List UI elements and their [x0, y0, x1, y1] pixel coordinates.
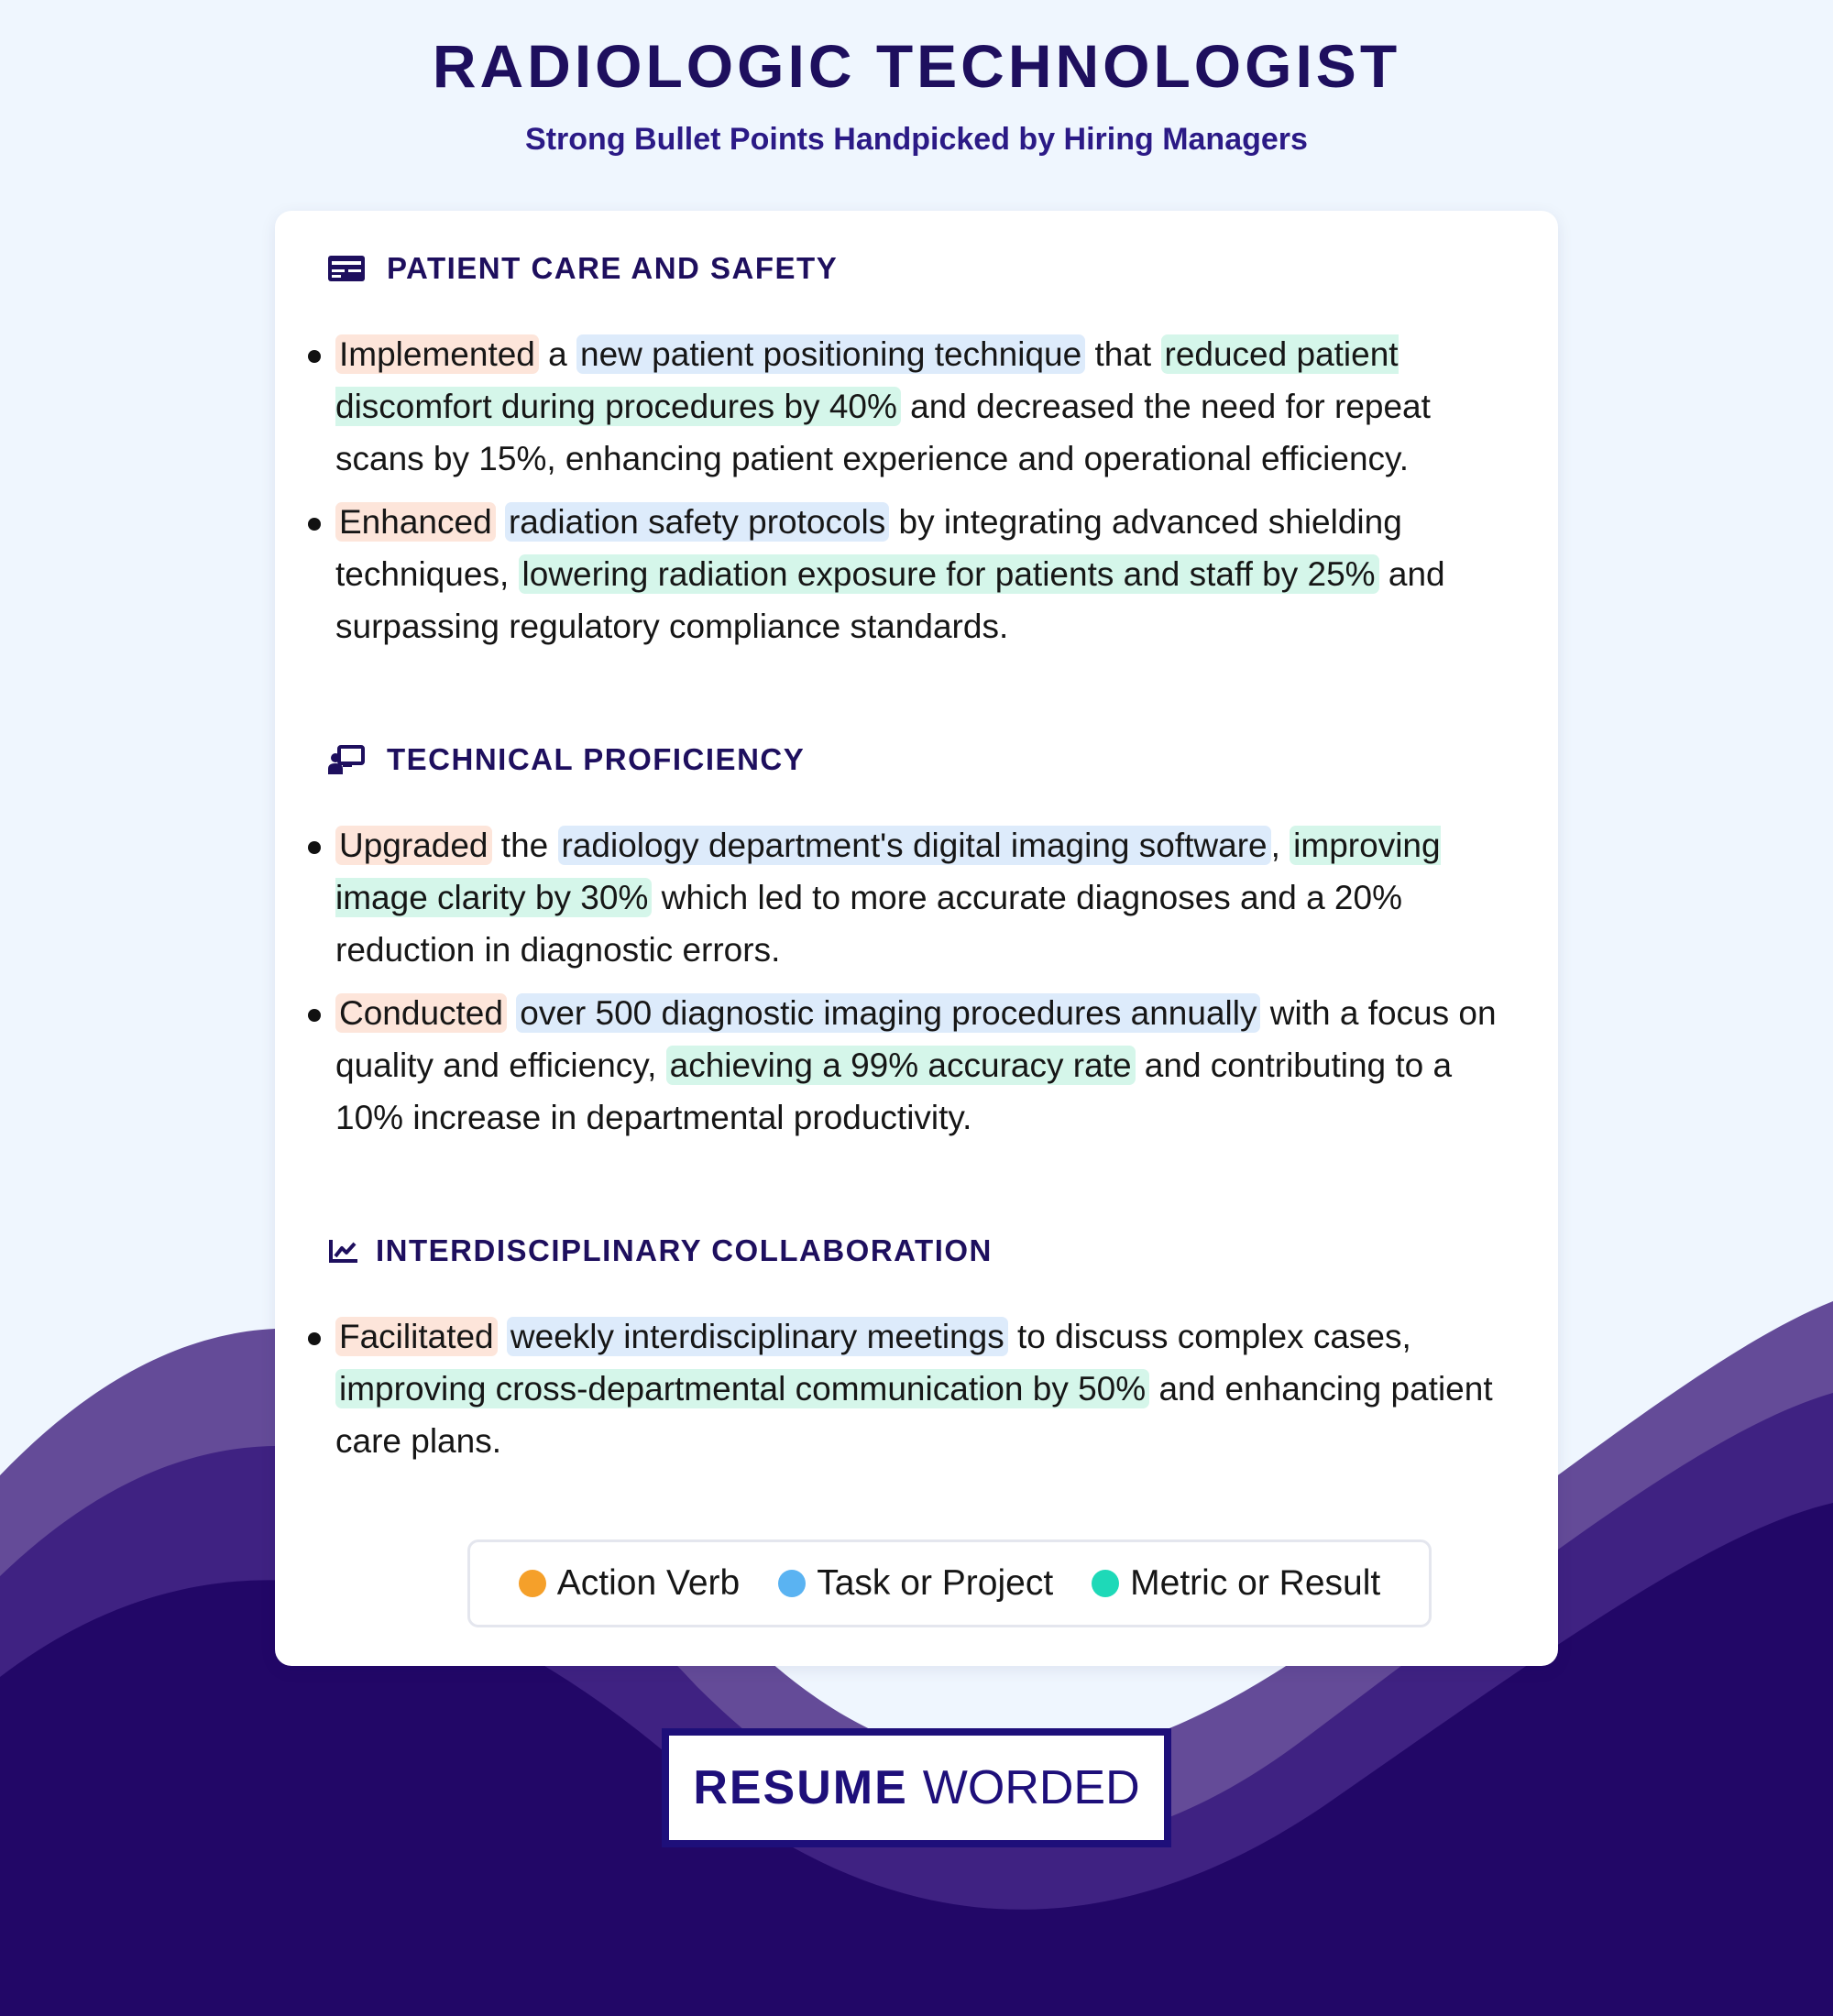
bullet-text: with a focus on quality and efficiency, — [335, 994, 1497, 1084]
bullet-item — [335, 1310, 1527, 1467]
bullet-text — [498, 1318, 507, 1355]
bullet-list — [335, 819, 1527, 1155]
logo-text-bold: RESUME — [693, 1761, 908, 1814]
metric-highlight: improving image clarity by 30% — [335, 827, 1441, 916]
legend-label: Metric or Result — [1130, 1563, 1381, 1603]
bullet-text: the — [491, 827, 558, 864]
bullet-text: which led to more accurate diagnoses and a 20% reduction in diagnostic errors. — [335, 879, 1402, 969]
action-verb-highlight: Conducted — [335, 993, 507, 1033]
task-highlight: weekly interdisciplinary meetings — [507, 1317, 1008, 1356]
logo-text-light: WORDED — [922, 1761, 1140, 1814]
bullet-list — [335, 1310, 1527, 1478]
task-highlight: radiology department's digital imaging software — [558, 826, 1271, 865]
id-card-icon — [328, 252, 368, 285]
presenter-icon — [328, 743, 368, 776]
bullet-text: that — [1085, 335, 1161, 373]
section-heading: PATIENT CARE AND SAFETY — [387, 251, 839, 285]
bullet-item — [335, 987, 1527, 1144]
bullet-text: by integrating advanced shielding techniques, — [335, 503, 1402, 593]
section-heading-row — [328, 246, 838, 291]
bullet-item — [335, 819, 1527, 976]
metric-or-result-dot — [1092, 1570, 1119, 1597]
bullet-list — [335, 328, 1527, 663]
action-verb-highlight: Facilitated — [335, 1317, 498, 1356]
metric-highlight: achieving a 99% accuracy rate — [666, 1046, 1136, 1085]
metric-highlight: improving cross-departmental communication by 50% — [335, 1369, 1149, 1408]
legend-metric-or-result — [1092, 1563, 1380, 1604]
metric-highlight: lowering radiation exposure for patients and staff by 25% — [519, 554, 1379, 594]
bullet-points-card — [275, 211, 1558, 1666]
highlight-legend — [467, 1539, 1432, 1627]
bullet-text: and surpassing regulatory compliance standards. — [335, 555, 1445, 645]
page-header — [0, 27, 1833, 158]
resume-worded-logo[interactable] — [662, 1728, 1171, 1847]
action-verb-highlight: Implemented — [335, 334, 539, 374]
bullet-text: a — [538, 335, 577, 373]
legend-label: Action Verb — [556, 1563, 741, 1603]
action-verb-dot — [519, 1570, 546, 1597]
legend-label: Task or Project — [817, 1563, 1054, 1603]
bullet-text: , — [1270, 827, 1290, 864]
page-subtitle: Strong Bullet Points Handpicked by Hiring Managers — [525, 122, 1308, 157]
bullet-text: and enhancing patient care plans. — [335, 1370, 1493, 1460]
bullet-text — [507, 994, 516, 1032]
section-heading-row — [328, 737, 805, 783]
page-title: RADIOLOGIC TECHNOLOGIST — [432, 32, 1401, 100]
section-heading: TECHNICAL PROFICIENCY — [387, 742, 806, 776]
bullet-text — [496, 503, 505, 541]
legend-task-or-project — [778, 1563, 1053, 1604]
task-highlight: new patient positioning technique — [576, 334, 1085, 374]
bullet-text: and contributing to a 10% increase in departmental productivity. — [335, 1046, 1453, 1136]
action-verb-highlight: Upgraded — [335, 826, 492, 865]
task-or-project-dot — [778, 1570, 806, 1597]
bullet-item — [335, 328, 1527, 485]
legend-action-verb — [519, 1563, 740, 1604]
bullet-text: and decreased the need for repeat scans by 15%, enhancing patient experience and operational efficiency. — [335, 388, 1431, 477]
bullet-item — [335, 496, 1527, 652]
task-highlight: over 500 diagnostic imaging procedures annually — [516, 993, 1260, 1033]
section-heading: INTERDISCIPLINARY COLLABORATION — [376, 1233, 993, 1267]
task-highlight: radiation safety protocols — [505, 502, 889, 542]
line-chart-icon — [328, 1234, 361, 1267]
action-verb-highlight: Enhanced — [335, 502, 496, 542]
bullet-text: to discuss complex cases, — [1007, 1318, 1411, 1355]
metric-highlight: reduced patient discomfort during procedures by 40% — [335, 335, 1399, 425]
section-heading-row — [328, 1228, 993, 1274]
